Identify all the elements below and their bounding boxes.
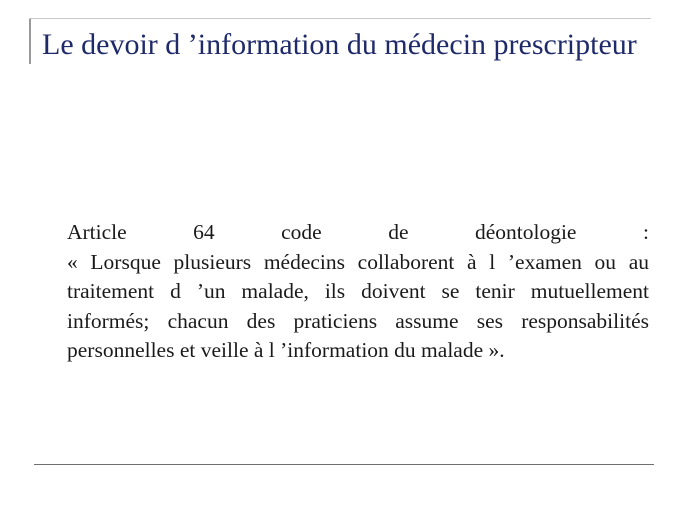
slide-title: Le devoir d ’information du médecin prescripteur [42,28,637,61]
article-number: 64 [193,220,215,244]
footer-rule [34,464,654,465]
colon-mark: : [642,220,649,244]
de-word: de [388,220,409,244]
article-reference-line [67,218,649,248]
title-accent-rule [29,18,31,64]
article-quote: « Lorsque plusieurs médecins collaborent à l ’examen ou au traitement d ’un malade, ils doivent se tenir mutuellement informés; chacun des praticiens assume ses responsabilités personnelles et veille à l ’information du malade ». [67,249,649,362]
slide-body [67,218,649,366]
deontologie-word: déontologie [474,220,577,244]
code-word: code [281,220,322,244]
article-word: Article [67,220,127,244]
title-top-rule [29,18,651,19]
